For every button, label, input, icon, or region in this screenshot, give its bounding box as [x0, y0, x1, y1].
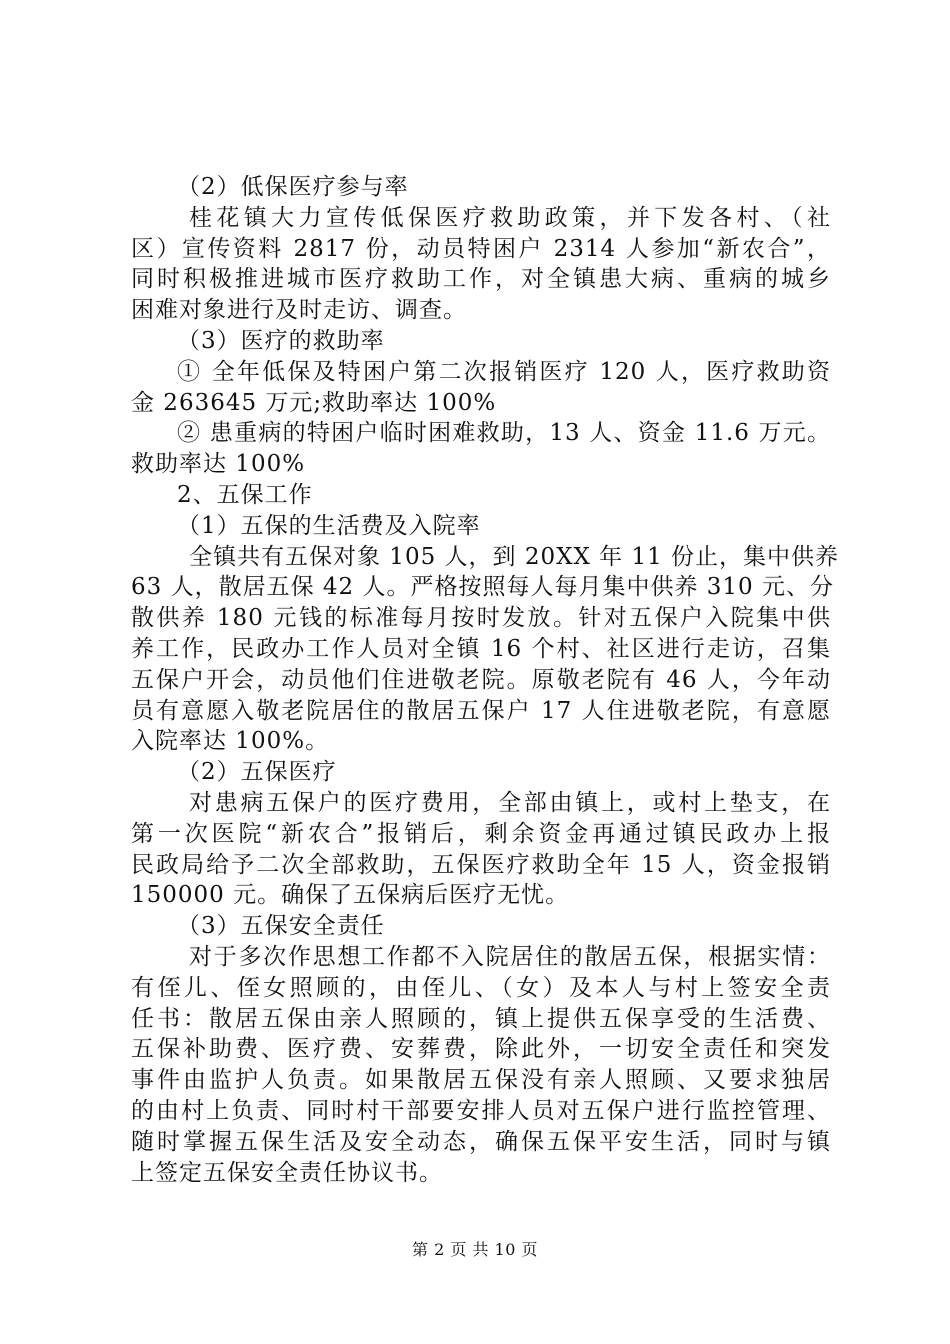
paragraph-line: 的由村上负责、同时村干部要安排人员对五保户进行监控管理、	[131, 1097, 831, 1124]
paragraph-line: 63 人，散居五保 42 人。严格按照每人每月集中供养 310 元、分	[131, 574, 834, 601]
paragraph-line: 上签定五保安全责任协议书。	[131, 1159, 443, 1186]
paragraph-line: 民政局给予二次全部救助，五保医疗救助全年 15 人，资金报销	[131, 851, 831, 878]
subheading-five-guarantees-safety: （3）五保安全责任	[177, 913, 385, 940]
subheading-five-guarantees-medical: （2）五保医疗	[177, 759, 337, 786]
section-heading-five-guarantees: 2、五保工作	[177, 481, 313, 508]
paragraph-line: 随时掌握五保生活及安全动态，确保五保平安生活，同时与镇	[131, 1128, 831, 1155]
paragraph-line: 困难对象进行及时走访、调查。	[131, 297, 467, 324]
paragraph-line: 员有意愿入敬老院居住的散居五保户 17 人住进敬老院，有意愿	[131, 697, 831, 724]
paragraph-line: 入院率达 100%。	[131, 728, 330, 755]
document-body	[131, 172, 840, 1188]
paragraph-line: 五保户开会，动员他们住进敬老院。原敬老院有 46 人，今年动	[131, 666, 831, 693]
paragraph-line: 第一次医院“新农合”报销后，剩余资金再通过镇民政办上报	[131, 820, 831, 847]
subheading-living-expenses-admission-rate: （1）五保的生活费及入院率	[177, 512, 481, 539]
paragraph-line: 150000 元。确保了五保病后医疗无忧。	[131, 882, 570, 909]
paragraph-line: 救助率达 100%	[131, 451, 306, 478]
subheading-medical-assistance-rate: （3）医疗的救助率	[177, 327, 385, 354]
paragraph-line: 对患病五保户的医疗费用，全部由镇上，或村上垫支，在	[189, 789, 831, 816]
paragraph-line: 区）宣传资料 2817 份，动员特困户 2314 人参加“新农合”，	[131, 235, 831, 262]
paragraph-line: 桂花镇大力宣传低保医疗救助政策，并下发各村、（社	[189, 204, 831, 231]
paragraph-line: 五保补助费、医疗费、安葬费，除此外，一切安全责任和突发	[131, 1036, 831, 1063]
paragraph-line: 散供养 180 元钱的标准每月按时发放。针对五保户入院集中供	[131, 605, 831, 632]
paragraph-line: 全镇共有五保对象 105 人，到 20XX 年 11 份止，集中供养	[189, 543, 840, 570]
paragraph-line: ① 全年低保及特困户第二次报销医疗 120 人，医疗救助资	[177, 358, 831, 385]
paragraph-line: 有侄儿、侄女照顾的，由侄儿、（女）及本人与村上签安全责	[131, 974, 831, 1001]
paragraph-line: 对于多次作思想工作都不入院居住的散居五保，根据实情：	[189, 943, 831, 970]
paragraph-line: 任书：散居五保由亲人照顾的，镇上提供五保享受的生活费、	[131, 1005, 831, 1032]
paragraph-line: 金 263645 万元;救助率达 100%	[131, 389, 497, 416]
page-number-footer: 第 2 页 共 10 页	[412, 1240, 538, 1259]
paragraph-line: 养工作，民政办工作人员对全镇 16 个村、社区进行走访，召集	[131, 635, 831, 662]
paragraph-line: 事件由监护人负责。如果散居五保没有亲人照顾、又要求独居	[131, 1067, 831, 1094]
paragraph-line: 同时积极推进城市医疗救助工作，对全镇患大病、重病的城乡	[131, 266, 831, 293]
paragraph-line: ② 患重病的特困户临时困难救助，13 人、资金 11.6 万元。	[177, 420, 831, 447]
subheading-low-income-medical-participation: （2）低保医疗参与率	[177, 174, 409, 200]
